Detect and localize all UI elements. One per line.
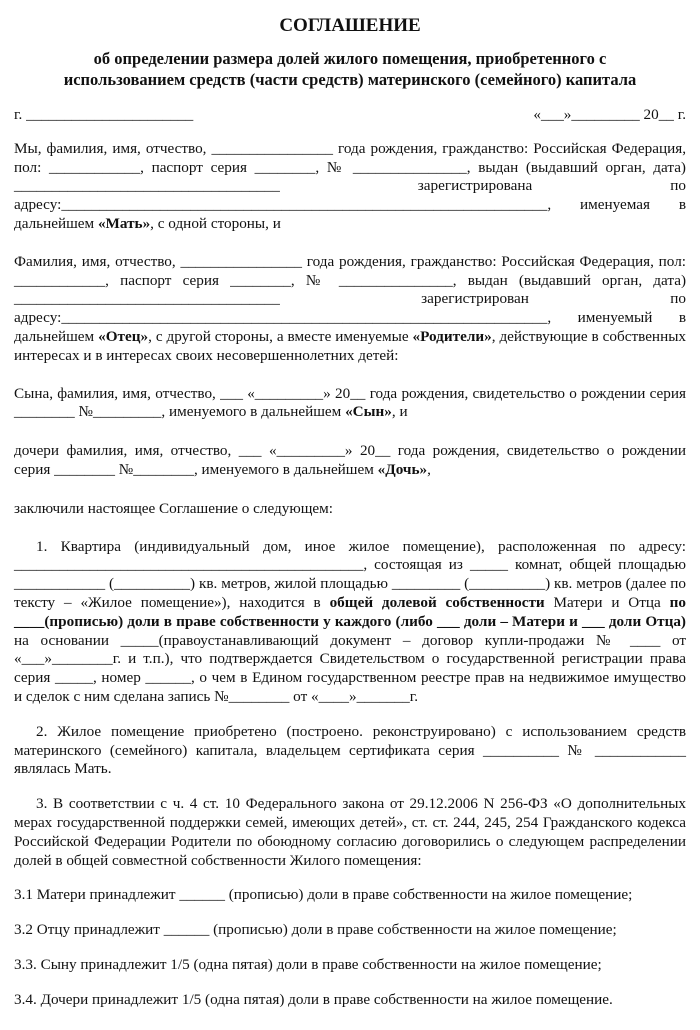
clause-1-part-2: Матери и Отца — [544, 593, 670, 611]
subclause-3-2: 3.2 Отцу принадлежит ______ (прописью) доли в праве собственности на жилое помещение; — [14, 921, 617, 939]
place-date-row — [14, 106, 686, 125]
clause-1-bold-1: общей долевой собственности — [329, 593, 545, 611]
father-role: «Отец» — [98, 327, 149, 345]
father-paragraph — [14, 253, 686, 366]
subtitle-line-1: об определении размера долей жилого помещения, приобретенного с — [93, 49, 607, 68]
daughter-text: дочери фамилия, имя, отчество, ___ «_________» 20__ года рождения, свидетельство о рождении серия ________ №________, именуемого в дальнейшем — [14, 442, 686, 478]
daughter-role: «Дочь» — [377, 460, 428, 478]
parents-role: «Родители» — [412, 327, 492, 345]
subclause-3-4: 3.4. Дочери принадлежит 1/5 (одна пятая) доли в праве собственности на жилое помещение. — [14, 990, 613, 1008]
clause-2: 2. Жилое помещение приобретено (построено. реконструировано) с использованием средств материнского (семейного) капитала, владельцем сертификата серия __________ № ____________ являлась Мать. — [14, 722, 686, 778]
clause-1-part-1: 1. Квартира (индивидуальный дом, иное жилое помещение), расположенная по адресу: ______________________________________________, состоящая из _____ комнат, общей площадью ____________ (__________) кв. метров, жилой площадью _________ (__________) кв. метров (далее по тексту – «Жилое помещение»), находится в — [14, 537, 686, 611]
clause-1-part-3: на основании _____(правоустанавливающий документ – договор купли-продажи № ____ от «___»________г. и т.п.), что подтверждается Свидетельством о государственной регистрации права серия _____, номер ______, о чем в Едином государственном реестре прав на недвижимое имущество и сделок с ним сделана запись №________ от «____»_______г. — [14, 631, 686, 705]
clause-1 — [14, 538, 686, 707]
mother-role: «Мать» — [97, 214, 151, 232]
daughter-tail: , — [427, 460, 431, 478]
city-field: г. ______________________ — [14, 106, 194, 123]
father-middle: , с другой стороны, а вместе именуемые — [148, 327, 413, 345]
mother-paragraph — [14, 140, 686, 234]
subclause-3-3: 3.3. Сыну принадлежит 1/5 (одна пятая) доли в праве собственности на жилое помещение; — [14, 955, 602, 973]
clause-1-bold-2: по ____(прописью) доли в праве собственности у каждого (либо ___ доли – Матери и ___ доли Отца) — [14, 593, 686, 630]
son-paragraph — [14, 385, 686, 423]
document-subtitle — [14, 48, 686, 90]
son-tail: , и — [391, 403, 408, 421]
clause-3: 3. В соответствии с ч. 4 ст. 10 Федерального закона от 29.12.2006 N 256-ФЗ «О дополнительных мерах государственной поддержки семей, имеющих детей», ст. ст. 244, 245, 254 Гражданского кодекса Российской Федерации Родители по обоюдному согласию договорились о следующем распределении долей в общей совместной собственности Жилого помещения: — [14, 795, 686, 869]
father-text: Фамилия, имя, отчество, ________________ года рождения, гражданство: Российская Федерация, пол: ____________, паспорт серия ________, № _______________, выдан (выдавший орган, дата) ___________________________________ зарегистрирован по адресу:________________________________________________________________, именуемый в дальнейшем — [14, 252, 686, 345]
daughter-paragraph — [14, 442, 686, 480]
son-role: «Сын» — [345, 403, 392, 421]
father-tail: , действующие в собственных интересах и в интересах своих несовершеннолетних детей: — [14, 327, 686, 364]
document-title: СОГЛАШЕНИЕ — [279, 15, 421, 36]
son-text: Сына, фамилия, имя, отчество, ___ «_________» 20__ года рождения, свидетельство о рождении серия ________ №_________, именуемого в дальнейшем — [14, 384, 686, 421]
intro-line: заключили настоящее Соглашение о следующем: — [14, 499, 333, 517]
subtitle-line-2: использованием средств (части средств) материнского (семейного) капитала — [63, 70, 637, 89]
mother-text: Мы, фамилия, имя, отчество, ________________ года рождения, гражданство: Российская Федерация, пол: ____________, паспорт серия ________, № _______________, выдан (выдавший орган, дата) ___________________________________ зарегистрирована по адресу:________________________________________________________________, именуемая в дальнейшем — [14, 139, 686, 232]
subclause-3-1: 3.1 Матери принадлежит ______ (прописью) доли в праве собственности на жилое помещение; — [14, 886, 633, 904]
date-field: «___»_________ 20__ г. — [533, 106, 686, 123]
mother-tail: , с одной стороны, и — [150, 214, 281, 232]
